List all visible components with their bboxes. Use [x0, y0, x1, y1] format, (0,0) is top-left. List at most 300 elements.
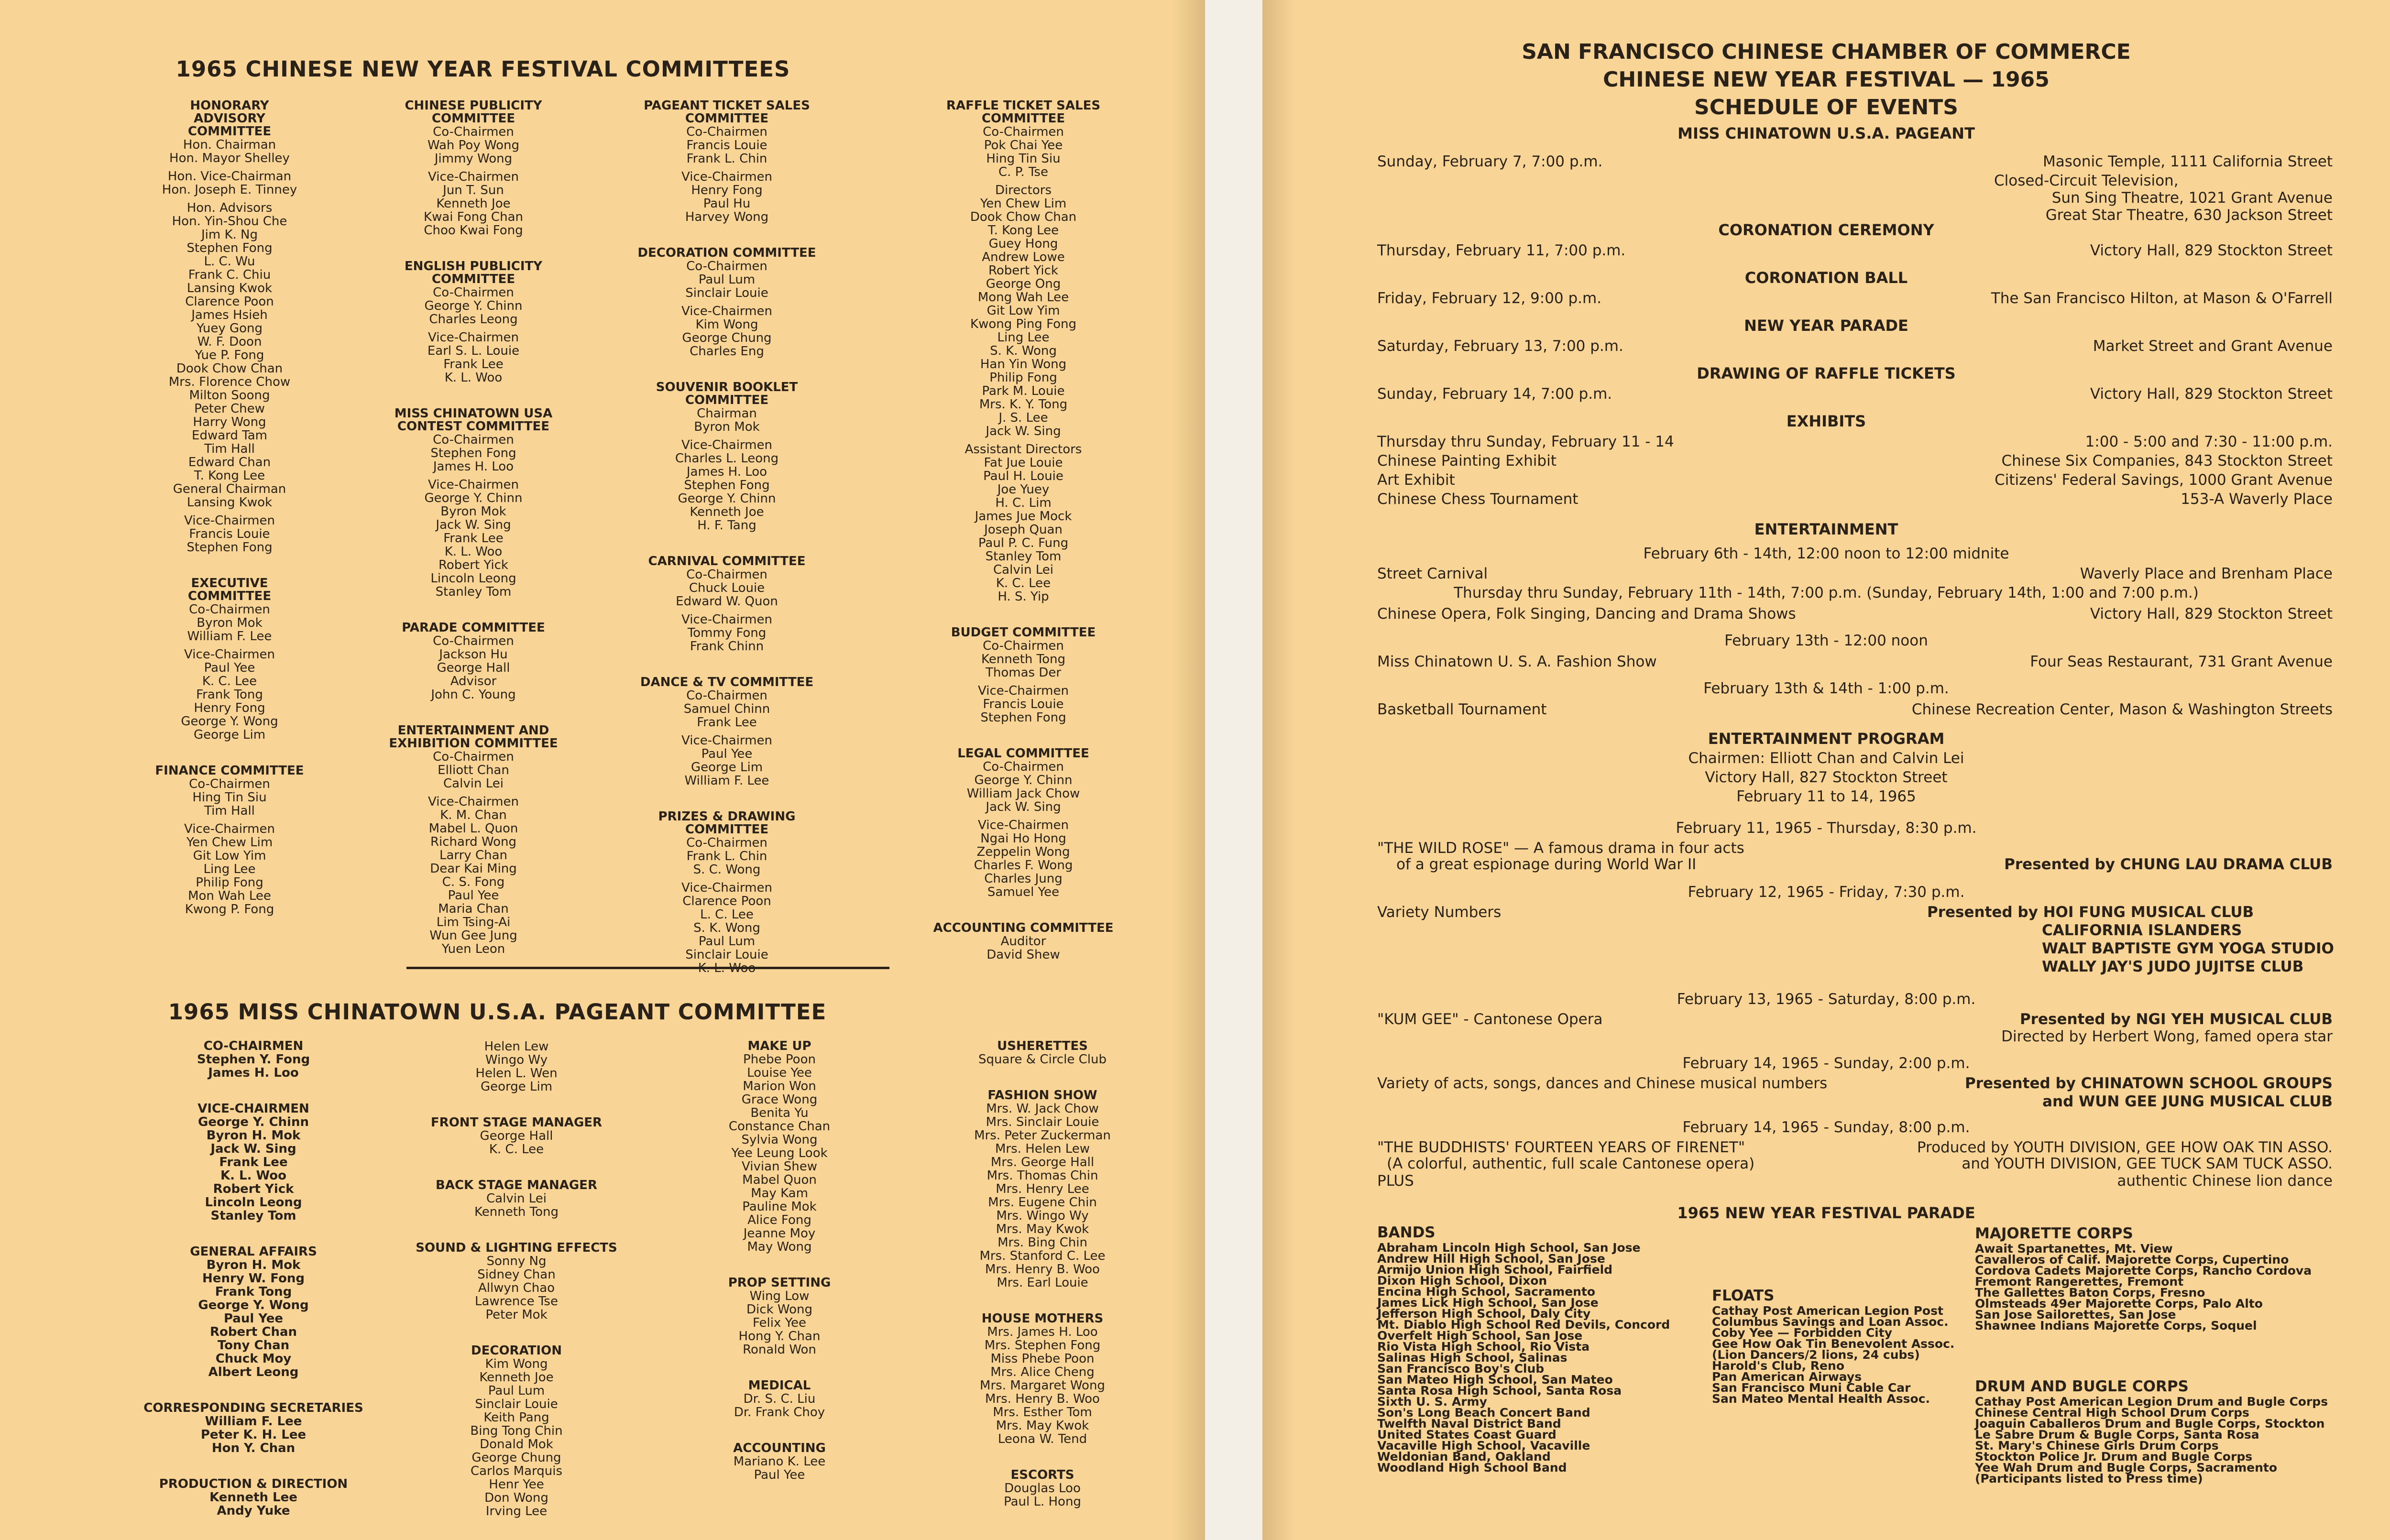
- exhibits-hours: 1:00 - 5:00 and 7:30 - 11:00 p.m.: [2085, 433, 2333, 450]
- majorette-entry: Shawnee Indians Majorette Corps, Soquel: [1975, 1319, 2257, 1332]
- festival-committee-entry: Wun Gee Jung: [429, 928, 517, 943]
- festival-committee-entry: Co-Chairmen: [433, 634, 514, 648]
- float-entry: San Mateo Mental Health Assoc.: [1712, 1392, 1930, 1406]
- festival-committee-entry: Chuck Louie: [689, 581, 765, 595]
- festival-committee-entry: Pok Chai Yee: [984, 138, 1063, 153]
- festival-committee-entry: Robert Yick: [988, 263, 1058, 278]
- festival-committee-entry: David Shew: [987, 948, 1060, 962]
- pageant-committee-entry: Sinclair Louie: [475, 1397, 558, 1411]
- festival-committee-entry: Hing Tin Siu: [986, 152, 1061, 166]
- ball-venue: The San Francisco Hilton, at Mason & O'Farrell: [1991, 290, 2333, 307]
- festival-column-4: [932, 99, 1114, 961]
- festival-committee-entry: W. F. Doon: [197, 335, 262, 349]
- float-entry: San Francisco Muni Cable Car: [1712, 1381, 1911, 1395]
- festival-committee-entry: John C. Young: [431, 688, 516, 702]
- pageant-column-3: [684, 1040, 875, 1482]
- festival-committee-entry: Tim Hall: [204, 442, 255, 456]
- festival-committee-entry: Henry Fong: [691, 183, 763, 197]
- festival-committee-entry: Vice-Chairmen: [681, 881, 772, 895]
- majorette-entry: San Jose Sailorettes, San Jose: [1975, 1308, 2176, 1322]
- festival-committee-entry: George Lim: [691, 760, 763, 775]
- pageant-committee-entry: Dick Wong: [746, 1302, 812, 1317]
- band-entry: Weldonian Band, Oakland: [1377, 1450, 1551, 1464]
- pageant-committee-entry: Miss Phebe Poon: [990, 1352, 1095, 1366]
- pageant-committee-entry: Mrs. Henry Lee: [996, 1182, 1089, 1196]
- festival-committee-entry: Philip Fong: [196, 875, 263, 890]
- festival-committee-entry: C. S. Fong: [442, 875, 505, 889]
- festival-committee-entry: H. S. Yip: [998, 590, 1049, 604]
- section-raffle: DRAWING OF RAFFLE TICKETS: [1697, 364, 1956, 382]
- pageant-committee-entry: Wingo Wy: [485, 1053, 548, 1067]
- festival-committee-entry: Peter Chew: [194, 402, 265, 416]
- pageant-committee-entry: Albert Leong: [208, 1365, 299, 1379]
- pageant-committee-heading: ACCOUNTING: [733, 1441, 826, 1455]
- festival-committee-entry: Hing Tin Siu: [192, 790, 267, 805]
- festival-committee-heading: DECORATION COMMITTEE: [637, 246, 816, 260]
- festival-committee-entry: Co-Chairmen: [686, 125, 767, 139]
- festival-committee-entry: William Jack Chow: [966, 786, 1080, 801]
- festival-committee-entry: Frank C. Chiu: [188, 268, 271, 282]
- street-carnival-venue: Waverly Place and Brenham Place: [2080, 565, 2333, 582]
- pageant-committee-entry: Mrs. Alice Cheng: [990, 1365, 1095, 1379]
- festival-committee-heading: CARNIVAL COMMITTEE: [648, 554, 806, 568]
- festival-committee-entry: Philip Fong: [989, 371, 1057, 385]
- festival-committee-entry: Dear Kai Ming: [430, 862, 517, 876]
- program-5-title: "THE BUDDHISTS' FOURTEEN YEARS OF FIRENET": [1377, 1139, 1745, 1156]
- festival-committee-entry: Frank Lee: [697, 715, 757, 730]
- festival-committee-entry: Frank L. Chin: [686, 152, 767, 166]
- program-4-presenter-1: Presented by CHINATOWN SCHOOL GROUPS: [1965, 1075, 2333, 1092]
- festival-committee-entry: Jack W. Sing: [436, 518, 511, 532]
- program-5-producer-2: and YOUTH DIVISION, GEE TUCK SAM TUCK ASSO.: [1962, 1155, 2333, 1172]
- program-dates: February 11 to 14, 1965: [1736, 788, 1916, 805]
- festival-committee-entry: Zeppelin Wong: [976, 845, 1070, 859]
- program-4-title: Variety of acts, songs, dances and Chinese musical numbers: [1377, 1075, 1828, 1092]
- festival-committee-entry: Vice-Chairmen: [428, 170, 519, 184]
- float-entry: (Lion Dancers/2 lions, 24 cubs): [1712, 1348, 1920, 1362]
- festival-committee-entry: Stephen Fong: [430, 446, 516, 460]
- pageant-committee-heading: VICE-CHAIRMEN: [197, 1102, 309, 1116]
- festival-committee-entry: Kenneth Joe: [436, 197, 511, 211]
- festival-committee-entry: Kenneth Tong: [981, 652, 1065, 666]
- section-ball: CORONATION BALL: [1744, 269, 1908, 287]
- festival-committee-entry: Francis Louie: [983, 697, 1064, 711]
- pageant-committee-entry: Sylvia Wong: [741, 1133, 818, 1147]
- festival-committee-entry: Stephen Fong: [980, 710, 1066, 725]
- pageant-committee-heading: PRODUCTION & DIRECTION: [159, 1477, 348, 1491]
- coronation-date: Thursday, February 11, 7:00 p.m.: [1377, 242, 1626, 259]
- festival-committee-entry: Vice-Chairmen: [428, 478, 519, 492]
- festival-committee-heading: PARADE COMMITTEE: [402, 621, 545, 635]
- festival-committee-entry: Paul Lum: [698, 934, 756, 949]
- section-pageant: MISS CHINATOWN U.S.A. PAGEANT: [1677, 124, 1975, 142]
- pageant-committee-entry: Kenneth Lee: [209, 1490, 297, 1505]
- festival-committee-entry: Yen Chew Lim: [980, 197, 1067, 211]
- pageant-committee-entry: Felix Yee: [752, 1316, 807, 1330]
- pageant-venue: Masonic Temple, 1111 California Street: [2042, 153, 2333, 170]
- pageant-committee-entry: Carlos Marquis: [470, 1464, 563, 1478]
- festival-committee-entry: Sinclair Louie: [685, 948, 768, 962]
- festival-committee-entry: William F. Lee: [684, 774, 769, 788]
- festival-committee-entry: Hon. Yin-Shou Che: [172, 214, 287, 229]
- festival-committee-heading: ENGLISH PUBLICITY COMMITTEE: [404, 259, 543, 286]
- drum-bugle-entry: Le Sabre Drum & Bugle Corps, Santa Rosa: [1975, 1428, 2259, 1442]
- majorette-heading: MAJORETTE CORPS: [1975, 1225, 2133, 1242]
- festival-committee-entry: Ngai Ho Hong: [980, 831, 1066, 846]
- program-chairmen: Chairmen: Elliott Chan and Calvin Lei: [1688, 750, 1964, 767]
- festival-committee-entry: Co-Chairmen: [686, 688, 767, 703]
- pageant-committee-entry: Kenneth Joe: [479, 1370, 554, 1385]
- festival-committee-entry: George Y. Chinn: [424, 491, 523, 505]
- festival-committee-entry: T. Kong Lee: [987, 223, 1059, 238]
- pageant-committee-entry: Mrs. Eugene Chin: [988, 1195, 1097, 1210]
- festival-committee-entry: T. Kong Lee: [194, 469, 265, 483]
- festival-committee-entry: James Hsieh: [191, 308, 268, 322]
- pageant-committee-entry: Phebe Poon: [743, 1052, 816, 1067]
- festival-committee-entry: Charles Jung: [984, 872, 1063, 886]
- band-entry: Sixth U. S. Army: [1377, 1395, 1487, 1409]
- festival-committee-entry: George Chung: [682, 331, 772, 345]
- pageant-committee-entry: Stanley Tom: [210, 1209, 296, 1223]
- festival-committee-entry: Kenneth Joe: [690, 505, 764, 519]
- festival-committee-entry: Hon. Chairman: [183, 138, 276, 152]
- program-3-presenter: Presented by NGI YEH MUSICAL CLUB: [2019, 1011, 2333, 1028]
- festival-committee-entry: Charles L. Leong: [675, 451, 779, 466]
- festival-committee-entry: K. C. Lee: [202, 674, 257, 688]
- pageant-committee-entry: Mrs. Thomas Chin: [987, 1169, 1098, 1183]
- pageant-committee-entry: Calvin Lei: [486, 1191, 547, 1206]
- festival-committee-entry: Choo Kwai Fong: [424, 223, 523, 238]
- festival-committee-entry: Lim Tsing-Ai: [436, 915, 511, 929]
- festival-committee-entry: Joseph Quan: [984, 523, 1063, 537]
- festival-committee-entry: Assistant Directors: [965, 442, 1082, 457]
- festival-committee-entry: Co-Chairmen: [189, 602, 270, 617]
- pageant-committee-heading: MAKE UP: [747, 1039, 811, 1053]
- pageant-committee-entry: Mariano K. Lee: [733, 1454, 826, 1469]
- band-entry: Twelfth Naval District Band: [1377, 1417, 1561, 1431]
- majorette-entry: The Gallettes Baton Corps, Fresno: [1975, 1286, 2205, 1300]
- band-entry: James Lick High School, San Jose: [1377, 1296, 1599, 1310]
- float-entry: Coby Yee — Forbidden City: [1712, 1326, 1892, 1340]
- fashion-show: Miss Chinatown U. S. A. Fashion Show: [1377, 653, 1657, 670]
- festival-committee-entry: K. L. Woo: [444, 371, 503, 385]
- festival-committee-entry: Hon. Mayor Shelley: [169, 151, 290, 165]
- pageant-committee-entry: Paul L. Hong: [1004, 1495, 1081, 1509]
- program-1-title: "THE WILD ROSE" — A famous drama in four acts: [1377, 840, 1744, 857]
- pageant-committee-entry: Mrs. Stanford C. Lee: [979, 1249, 1106, 1263]
- festival-committee-entry: Vice-Chairmen: [681, 438, 772, 452]
- pageant-committee-entry: Byron H. Mok: [206, 1258, 301, 1272]
- festival-committee-entry: Fat Jue Louie: [984, 456, 1063, 470]
- pageant-committee-entry: Kenneth Tong: [474, 1205, 559, 1219]
- pageant-committee-entry: Helen Lew: [484, 1039, 549, 1054]
- festival-committee-entry: Vice-Chairmen: [184, 822, 275, 836]
- festival-committee-entry: Charles F. Wong: [974, 858, 1073, 873]
- festival-committee-entry: George Hall: [437, 661, 510, 675]
- festival-committee-entry: Co-Chairmen: [983, 760, 1064, 774]
- program-2-title: Variety Numbers: [1377, 904, 1502, 921]
- festival-title: CHINESE NEW YEAR FESTIVAL — 1965: [1603, 67, 2050, 92]
- pageant-committee-entry: Mrs. James H. Loo: [987, 1325, 1098, 1339]
- pageant-committee-entry: Square & Circle Club: [978, 1052, 1107, 1067]
- festival-committee-entry: Calvin Lei: [443, 776, 504, 791]
- pageant-column-2: [406, 1040, 626, 1518]
- festival-committee-entry: Richard Wong: [430, 835, 517, 849]
- pageant-committee-title: 1965 MISS CHINATOWN U.S.A. PAGEANT COMMITTEE: [168, 999, 827, 1025]
- program-2-presenter-1: Presented by HOI FUNG MUSICAL CLUB: [1927, 904, 2254, 921]
- parade-venue: Market Street and Grant Avenue: [2093, 338, 2333, 355]
- program-2-date: February 12, 1965 - Friday, 7:30 p.m.: [1688, 884, 1965, 901]
- festival-committee-entry: Thomas Der: [985, 666, 1062, 680]
- band-entry: Encina High School, Sacramento: [1377, 1285, 1596, 1299]
- festival-committee-entry: George Y. Wong: [181, 714, 278, 729]
- basketball-dates: February 13th & 14th - 1:00 p.m.: [1703, 680, 1949, 697]
- festival-committee-entry: James H. Loo: [686, 465, 767, 479]
- festival-committee-entry: Frank Chinn: [690, 639, 764, 654]
- coronation-venue: Victory Hall, 829 Stockton Street: [2090, 242, 2333, 259]
- festival-committee-entry: Advisor: [450, 674, 497, 688]
- pageant-committee-heading: CORRESPONDING SECRETARIES: [143, 1401, 363, 1415]
- pageant-committee-entry: Andy Yuke: [217, 1504, 290, 1518]
- festival-committee-entry: Ling Lee: [203, 862, 256, 876]
- majorette-entry: Cavalleros of Calif. Majorette Corps, Cupertino: [1975, 1253, 2289, 1267]
- festival-committee-entry: George Y. Chinn: [424, 299, 523, 313]
- pageant-committee-entry: Mrs. Peter Zuckerman: [974, 1128, 1111, 1143]
- raffle-venue: Victory Hall, 829 Stockton Street: [2090, 385, 2333, 403]
- festival-committee-heading: MISS CHINATOWN USA CONTEST COMMITTEE: [394, 406, 553, 434]
- pageant-committee-entry: Frank Lee: [219, 1155, 288, 1169]
- festival-committee-entry: Joe Yuey: [997, 482, 1050, 497]
- band-entry: Son's Long Beach Concert Band: [1377, 1406, 1590, 1420]
- program-venue: Victory Hall, 827 Stockton Street: [1705, 769, 1948, 786]
- pageant-committee-entry: Alice Fong: [747, 1213, 811, 1227]
- festival-committee-entry: George Lim: [193, 728, 266, 742]
- festival-committee-entry: Kim Wong: [695, 317, 758, 332]
- festival-committee-entry: Francis Louie: [686, 138, 767, 153]
- pageant-date: Sunday, February 7, 7:00 p.m.: [1377, 153, 1603, 170]
- pageant-committee-entry: K. L. Woo: [220, 1169, 287, 1183]
- festival-committee-entry: Mabel L. Quon: [428, 821, 518, 836]
- pageant-committee-entry: May Kam: [751, 1186, 808, 1201]
- section-parade: NEW YEAR PARADE: [1744, 317, 1908, 335]
- festival-committee-entry: Yuen Leon: [441, 942, 505, 956]
- painting-exhibit: Chinese Painting Exhibit: [1377, 452, 1557, 470]
- band-entry: Mt. Diablo High School Red Devils, Concord: [1377, 1318, 1670, 1332]
- festival-committee-entry: Vice-Chairmen: [978, 818, 1069, 832]
- festival-committee-entry: William F. Lee: [187, 629, 272, 644]
- festival-committee-entry: Paul P. C. Fung: [978, 536, 1069, 550]
- band-entry: Abraham Lincoln High School, San Jose: [1377, 1241, 1641, 1255]
- fashion-dates: February 13th - 12:00 noon: [1724, 632, 1928, 649]
- pageant-committee-entry: Dr. S. C. Liu: [743, 1392, 816, 1406]
- festival-committee-entry: Lansing Kwok: [186, 281, 273, 295]
- program-2-presenter-3: WALT BAPTISTE GYM YOGA STUDIO: [2042, 940, 2334, 957]
- festival-committee-entry: Vice-Chairmen: [681, 733, 772, 748]
- float-entry: Gee How Oak Tin Benevolent Assoc.: [1712, 1337, 1955, 1351]
- festival-committee-entry: H. C. Lim: [995, 496, 1052, 510]
- drum-bugle-entry: Joaquin Caballeros Drum and Bugle Corps, Stockton: [1975, 1417, 2325, 1431]
- pageant-committee-entry: Mrs. May Kwok: [996, 1419, 1089, 1433]
- band-entry: Salinas High School, Salinas: [1377, 1351, 1568, 1365]
- festival-committee-entry: Andrew Lowe: [982, 250, 1065, 264]
- drum-bugle-entry: Yee Wah Drum and Bugle Corps, Sacramento: [1975, 1461, 2278, 1474]
- pageant-cctv-theatre-2: Great Star Theatre, 630 Jackson Street: [2045, 207, 2333, 224]
- float-entry: Columbus Savings and Loan Assoc.: [1712, 1315, 1949, 1329]
- festival-committee-entry: Dook Chow Chan: [176, 361, 283, 376]
- pageant-committee-entry: Keith Pang: [483, 1410, 549, 1425]
- festival-committee-entry: Larry Chan: [439, 848, 508, 863]
- pageant-committee-entry: Mrs. Margaret Wong: [980, 1378, 1105, 1393]
- festival-committee-entry: Maria Chan: [438, 902, 509, 916]
- festival-committee-entry: Vice-Chairmen: [428, 330, 519, 345]
- festival-committee-entry: Edward W. Quon: [676, 594, 778, 609]
- festival-committee-entry: Paul Hu: [703, 197, 751, 211]
- opera-shows: Chinese Opera, Folk Singing, Dancing and Drama Shows: [1377, 605, 1796, 623]
- program-2-presenter-4: WALLY JAY'S JUDO JUJITSE CLUB: [2042, 958, 2304, 975]
- pageant-committee-heading: GENERAL AFFAIRS: [190, 1245, 317, 1259]
- chess-tournament: Chinese Chess Tournament: [1377, 491, 1579, 508]
- festival-committee-entry: General Chairman: [173, 482, 286, 496]
- festival-committee-entry: James H. Loo: [433, 459, 514, 474]
- festival-committee-heading: ENTERTAINMENT AND EXHIBITION COMMITTEE: [389, 723, 558, 751]
- entertainment-dates: February 6th - 14th, 12:00 noon to 12:00 midnite: [1643, 545, 2009, 562]
- band-entry: San Mateo High School, San Mateo: [1377, 1373, 1613, 1387]
- festival-committee-entry: Co-Chairmen: [686, 836, 767, 850]
- band-entry: Santa Rosa High School, Santa Rosa: [1377, 1384, 1622, 1398]
- festival-committee-entry: Mrs. Florence Chow: [168, 375, 291, 389]
- pageant-committee-entry: Benita Yu: [750, 1106, 809, 1120]
- festival-committee-entry: Calvin Lei: [993, 563, 1053, 577]
- section-festival-parade: 1965 NEW YEAR FESTIVAL PARADE: [1677, 1204, 1975, 1222]
- festival-committee-entry: Co-Chairmen: [983, 125, 1064, 139]
- festival-committee-entry: Tommy Fong: [687, 626, 767, 640]
- festival-committee-entry: Harvey Wong: [685, 210, 769, 224]
- pageant-committee-heading: MEDICAL: [748, 1378, 811, 1393]
- pageant-column-1: [139, 1040, 368, 1518]
- band-entry: Jefferson High School, Daly City: [1377, 1307, 1591, 1321]
- festival-committee-entry: Jimmy Wong: [434, 152, 513, 166]
- festival-committee-entry: Paul Yee: [448, 888, 499, 903]
- art-exhibit: Art Exhibit: [1377, 471, 1455, 489]
- pageant-committee-entry: Bing Tong Chin: [470, 1424, 563, 1438]
- drum-bugle-list: [1975, 1377, 2357, 1484]
- pageant-committee-entry: Vivian Shew: [742, 1159, 817, 1174]
- festival-committee-heading: CHINESE PUBLICITY COMMITTEE: [405, 98, 542, 126]
- pageant-committee-heading: DECORATION: [471, 1343, 562, 1358]
- divider-rule: [406, 967, 889, 969]
- festival-committee-entry: Git Low Yim: [987, 304, 1060, 318]
- float-entry: Cathay Post American Legion Post: [1712, 1304, 1943, 1318]
- festival-committee-entry: Mon Wah Lee: [188, 889, 271, 903]
- pageant-committee-entry: Jeanne Moy: [743, 1226, 816, 1241]
- festival-committee-entry: Jack W. Sing: [986, 800, 1061, 814]
- right-page: [1262, 0, 2390, 1540]
- festival-committee-entry: Byron Mok: [440, 504, 506, 519]
- program-3-date: February 13, 1965 - Saturday, 8:00 p.m.: [1677, 991, 1976, 1008]
- pageant-committee-entry: Mrs. W. Jack Chow: [986, 1102, 1099, 1116]
- ball-date: Friday, February 12, 9:00 p.m.: [1377, 290, 1602, 307]
- painting-exhibit-venue: Chinese Six Companies, 843 Stockton Street: [2001, 452, 2333, 470]
- pageant-committee-entry: Mrs. Wingo Wy: [996, 1209, 1089, 1223]
- festival-committee-entry: Yen Chew Lim: [186, 835, 273, 850]
- art-exhibit-venue: Citizens' Federal Savings, 1000 Grant Avenue: [1995, 471, 2333, 489]
- program-4-date: February 14, 1965 - Sunday, 2:00 p.m.: [1682, 1055, 1970, 1072]
- festival-committee-entry: Charles Eng: [690, 344, 764, 359]
- band-entry: Overfelt High School, San Jose: [1377, 1329, 1583, 1343]
- majorette-entry: Fremont Rangerettes, Fremont: [1975, 1275, 2184, 1289]
- basketball-venue: Chinese Recreation Center, Mason & Washington Streets: [1911, 701, 2333, 718]
- festival-committee-entry: Ling Lee: [997, 330, 1050, 345]
- section-entertainment-program: ENTERTAINMENT PROGRAM: [1708, 730, 1945, 748]
- festival-committee-heading: SOUVENIR BOOKLET COMMITTEE: [656, 380, 798, 407]
- program-1-presenter: Presented by CHUNG LAU DRAMA CLUB: [2004, 856, 2333, 873]
- pageant-committee-entry: Yee Leung Look: [731, 1146, 828, 1160]
- pageant-committee-entry: Helen L. Wen: [475, 1066, 558, 1081]
- festival-committee-entry: James Jue Mock: [975, 509, 1072, 524]
- festival-committee-heading: HONORARY ADVISORY COMMITTEE: [187, 98, 272, 139]
- majorette-list: [1975, 1224, 2338, 1331]
- floats-list: [1712, 1286, 1980, 1404]
- festival-committee-entry: Samuel Yee: [987, 885, 1060, 899]
- festival-committee-entry: Git Low Yim: [193, 849, 266, 863]
- pageant-committee-entry: Frank Tong: [215, 1285, 292, 1299]
- pageant-committee-entry: Chuck Moy: [215, 1352, 292, 1366]
- pageant-committee-entry: Mrs. May Kwok: [996, 1222, 1089, 1236]
- festival-committee-entry: Elliott Chan: [438, 763, 509, 777]
- festival-committee-entry: Jun T. Sun: [443, 183, 504, 197]
- pageant-committee-heading: CO-CHAIRMEN: [203, 1039, 304, 1053]
- pageant-committee-entry: Donald Mok: [480, 1437, 553, 1452]
- pageant-committee-entry: Mrs. Sinclair Louie: [986, 1115, 1099, 1129]
- festival-committee-entry: Frank Tong: [196, 688, 263, 702]
- band-entry: San Francisco Boy's Club: [1377, 1362, 1545, 1376]
- festival-committee-entry: Jack W. Sing: [986, 424, 1061, 438]
- pageant-committee-heading: BACK STAGE MANAGER: [436, 1178, 597, 1192]
- festival-committee-entry: George Y. Chinn: [974, 773, 1073, 787]
- festival-committee-entry: Clarence Poon: [185, 295, 274, 309]
- program-2-presenter-2: CALIFORNIA ISLANDERS: [2042, 922, 2242, 939]
- festival-committee-entry: S. K. Wong: [990, 344, 1057, 358]
- festival-committee-entry: Byron Mok: [197, 616, 263, 630]
- festival-committee-entry: Vice-Chairmen: [184, 513, 275, 528]
- pageant-committee-entry: George Y. Wong: [198, 1298, 309, 1312]
- band-entry: Vacaville High School, Vacaville: [1377, 1439, 1590, 1453]
- pageant-committee-entry: George Y. Chinn: [198, 1115, 309, 1129]
- festival-committee-entry: Jackson Hu: [439, 647, 508, 662]
- festival-committee-entry: Auditor: [1000, 934, 1046, 949]
- festival-committee-entry: Francis Louie: [189, 527, 270, 541]
- pageant-committee-entry: Jack W. Sing: [210, 1142, 296, 1156]
- pageant-committee-entry: May Wong: [747, 1240, 812, 1254]
- opera-dates: Thursday thru Sunday, February 11th - 14th, 7:00 p.m. (Sunday, February 14th, 1:00 and 7:00 p.m.): [1454, 584, 2199, 601]
- festival-committee-entry: Earl S. L. Louie: [427, 344, 520, 358]
- pageant-committee-heading: PROP SETTING: [728, 1276, 831, 1290]
- pageant-committee-entry: Louise Yee: [747, 1066, 812, 1080]
- festival-committee-entry: H. F. Tang: [697, 518, 756, 533]
- festival-committee-entry: Vice-Chairmen: [681, 304, 772, 318]
- pageant-committee-entry: Leona W. Tend: [998, 1432, 1087, 1446]
- program-5-plus: PLUS: [1377, 1172, 1414, 1190]
- pageant-committee-entry: Lawrence Tse: [475, 1294, 558, 1309]
- festival-column-2: [378, 99, 569, 956]
- pageant-committee-entry: Douglas Loo: [1004, 1481, 1081, 1496]
- festival-committee-entry: Directors: [995, 183, 1052, 197]
- opera-shows-venue: Victory Hall, 829 Stockton Street: [2090, 605, 2333, 623]
- festival-committee-heading: RAFFLE TICKET SALES COMMITTEE: [946, 98, 1101, 126]
- pageant-committee-entry: Irving Lee: [485, 1504, 548, 1518]
- festival-committee-heading: FINANCE COMMITTEE: [155, 764, 304, 778]
- band-entry: Dixon High School, Dixon: [1377, 1274, 1547, 1288]
